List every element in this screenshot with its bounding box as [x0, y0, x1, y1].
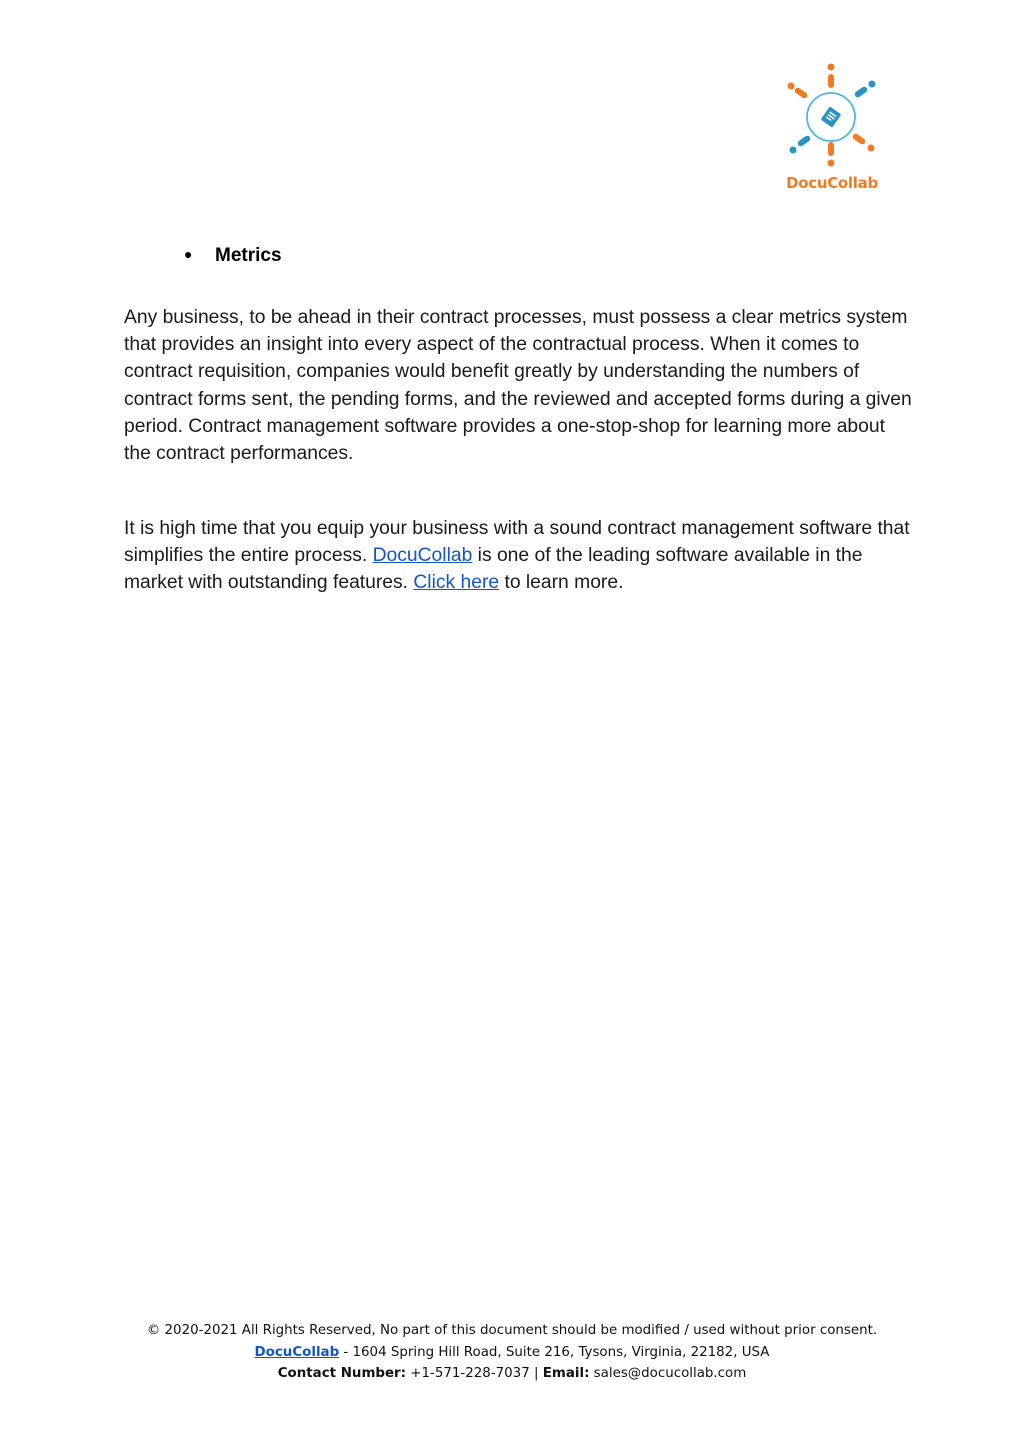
copyright-line: © 2020-2021 All Rights Reserved, No part of this document should be modified / used without prior consent. [146, 1323, 878, 1338]
page-footer [0, 1320, 1024, 1385]
address-line [0, 1342, 1024, 1364]
cta-text-2: is one of the leading software available in the market with outstanding features. [124, 545, 863, 594]
section-heading: Metrics [215, 245, 282, 266]
footer-docucollab-link[interactable]: DocuCollab [254, 1344, 340, 1360]
email-value: sales@docucollab.com [589, 1366, 747, 1381]
metrics-paragraph: Any business, to be ahead in their contract processes, must possess a clear metrics system that provides an insight into every aspect of the contractual process. When it comes to contract requisition, companies would benefit greatly by understanding the numbers of contract forms sent, the pending forms, and the reviewed and accepted forms during a given period. Contract management software provides a one-stop-shop for learning more about the contract performances. [124, 307, 912, 465]
address-text: - 1604 Spring Hill Road, Suite 216, Tysons, Virginia, 22182, USA [339, 1344, 770, 1360]
cta-text-3: to learn more. [499, 572, 624, 594]
docucollab-link[interactable]: DocuCollab [372, 545, 473, 567]
contact-label: Contact Number: [277, 1366, 407, 1381]
email-label: Email: [542, 1366, 590, 1381]
contact-line [0, 1363, 1024, 1385]
logo-mark-icon [780, 62, 884, 174]
cta-paragraph [124, 515, 914, 597]
logo-wordmark: DocuCollab [786, 174, 878, 192]
contact-value: +1-571-228-7037 | [406, 1366, 543, 1381]
cta-text-1: It is high time that you equip your business with a sound contract management software that simplifies the entire process. [124, 518, 910, 567]
click-here-link[interactable]: Click here [413, 572, 500, 594]
docucollab-logo [780, 62, 884, 196]
bullet-icon: ● [184, 246, 193, 262]
section-heading-item [184, 245, 282, 267]
